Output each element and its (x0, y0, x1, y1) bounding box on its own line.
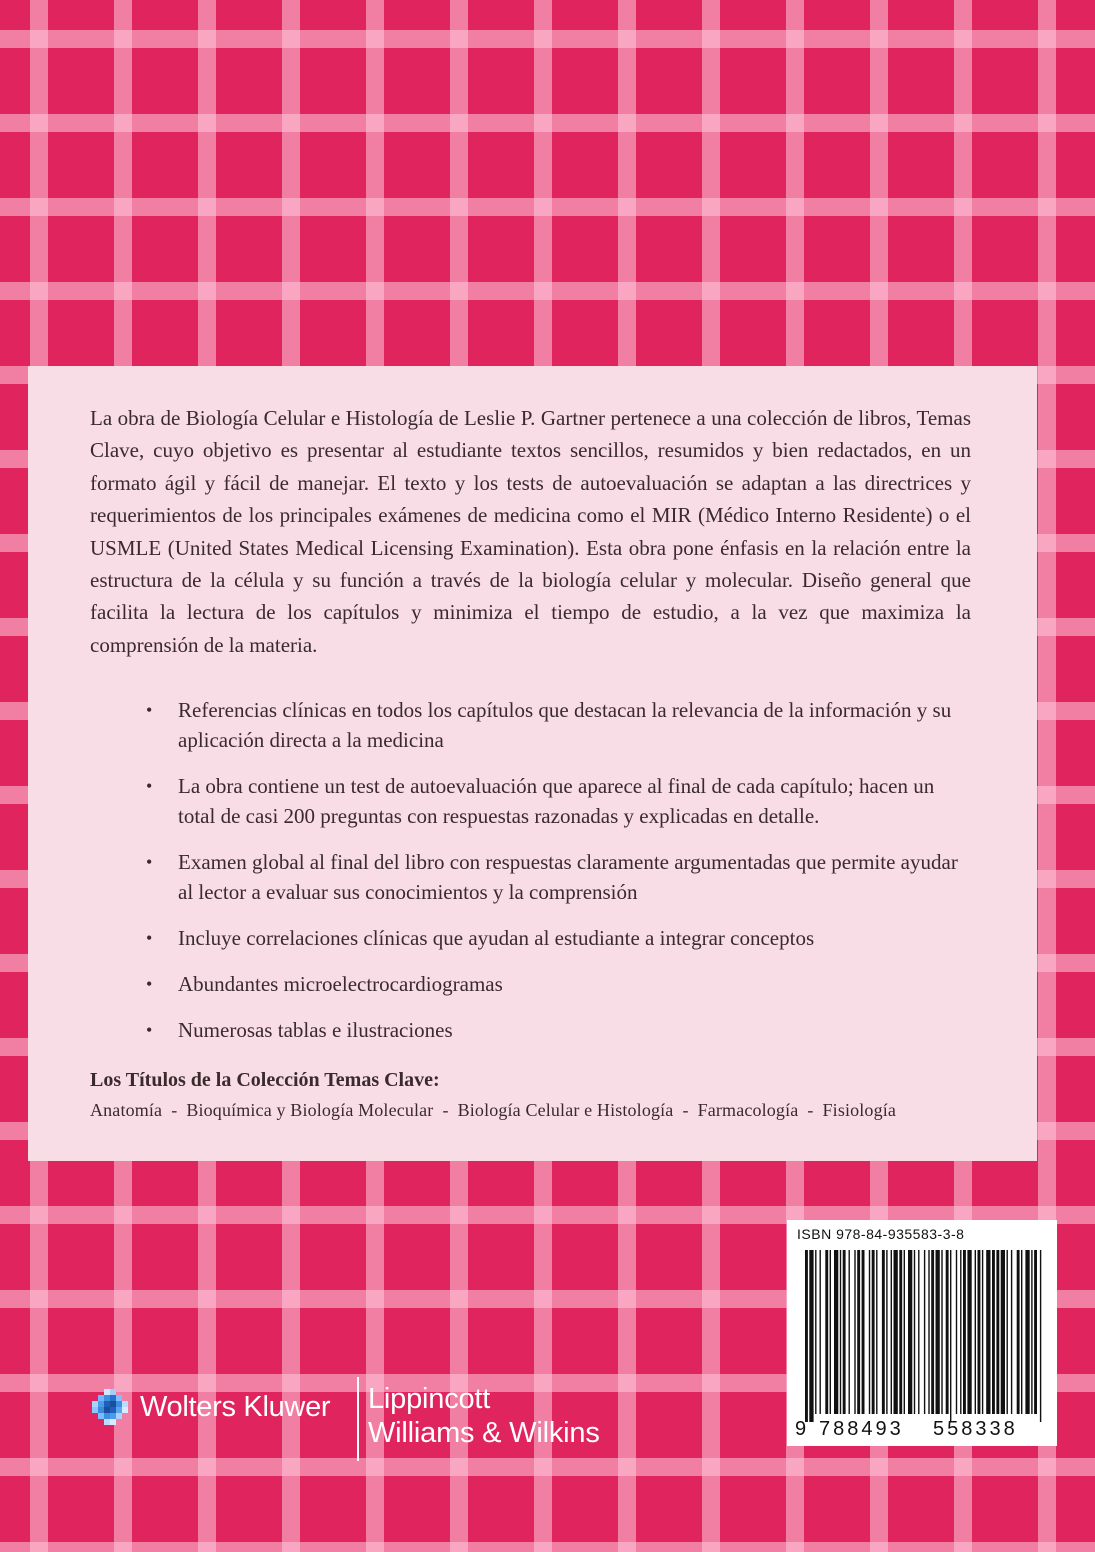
barcode-bar (931, 1250, 934, 1414)
barcode-bar (967, 1250, 971, 1414)
barcode-digit-group: 788493 (819, 1418, 904, 1440)
barcode-bar (1001, 1250, 1005, 1414)
barcode-bar (1017, 1250, 1020, 1414)
intro-paragraph: La obra de Biología Celular e Histología de Leslie P. Gartner pertenece a una colección de libros, Temas Clave, cuyo objetivo es presentar al estudiante textos sencillos, resumidos y bien redactados, en un formato ágil y fácil de manejar. El texto y los tests de autoevaluación se adaptan a las directrices y requerimientos de los principales exámenes de medicina como el MIR (Médico Interno Residente) o el USMLE (United States Medical Licensing Examination). Esta obra pone énfasis en la relación entre la estructura de la célula y su función a través de la biología celular y molecular. Diseño general que facilita la lectura de los capítulos y minimiza el tiempo de estudio, a la vez que maximiza la comprensión de la materia. (90, 406, 971, 657)
barcode-bar (857, 1250, 860, 1414)
bullet-icon: • (146, 974, 153, 995)
barcode-bar (914, 1250, 915, 1414)
title-separator: - (807, 1100, 814, 1121)
title-separator: - (442, 1100, 449, 1121)
barcode-bar (941, 1250, 942, 1414)
isbn-label: ISBN 978-84-935583-3-8 (797, 1226, 965, 1242)
barcode-bar (820, 1250, 821, 1414)
barcode-bar (950, 1250, 951, 1422)
wolters-kluwer-mark-icon (90, 1387, 130, 1427)
feature-item: • Examen global al final del libro con respuestas claramente argumentadas que permite ayudar al lector a evaluar sus conocimientos y la comprensión (178, 847, 971, 907)
bullet-icon: • (146, 1020, 153, 1041)
collection-title: Biología Celular e Histología (457, 1100, 674, 1121)
barcode-bar (978, 1250, 981, 1414)
barcode-bar (1021, 1250, 1022, 1414)
barcode-bar (936, 1250, 940, 1414)
collection-title: Fisiología (822, 1100, 897, 1121)
barcode-bar (1025, 1250, 1029, 1414)
barcode-bar (876, 1250, 877, 1414)
barcode-bar (805, 1250, 808, 1422)
barcode-bar (975, 1250, 976, 1414)
imprint-line-1: Lippincott (368, 1383, 491, 1415)
barcode-bar (862, 1250, 865, 1414)
barcode-bar (992, 1250, 995, 1414)
feature-item: • Numerosas tablas e ilustraciones (178, 1015, 971, 1045)
barcode-bar (891, 1250, 892, 1414)
barcode-digit-group: 9 (795, 1418, 807, 1440)
bullet-icon: • (146, 700, 153, 721)
barcode-bar (899, 1250, 902, 1414)
publisher-name: Wolters Kluwer (140, 1391, 331, 1423)
barcode-bar (894, 1250, 898, 1414)
barcode-bar (834, 1250, 838, 1414)
collection-title: Anatomía (90, 1100, 163, 1121)
barcode-bar (996, 1250, 999, 1414)
barcode-bar (830, 1250, 831, 1414)
barcode-bar (843, 1250, 846, 1414)
title-separator: - (171, 1100, 178, 1121)
barcode-icon (787, 1220, 1057, 1446)
barcode-bar (946, 1250, 949, 1414)
barcode-bar (809, 1250, 813, 1422)
barcode-bar (956, 1250, 957, 1414)
imprint-line-2: Williams & Wilkins (368, 1417, 600, 1449)
barcode-bar (918, 1250, 919, 1414)
barcode-digits (787, 1418, 1057, 1444)
collection-title: Bioquímica y Biología Molecular (186, 1100, 434, 1121)
collection-titles (90, 1097, 971, 1123)
barcode-bar (908, 1250, 912, 1414)
feature-item: • Incluye correlaciones clínicas que ayudan al estudiante a integrar conceptos (178, 923, 971, 953)
barcode-bar (1034, 1250, 1037, 1414)
collection-title: Farmacología (697, 1100, 799, 1121)
barcode-bar (872, 1250, 875, 1414)
title-separator: - (682, 1100, 689, 1121)
barcode-bar (986, 1250, 990, 1414)
barcode-bar (882, 1250, 885, 1414)
barcode-bar (960, 1250, 961, 1414)
feature-item: • Referencias clínicas en todos los capítulos que destacan la relevancia de la información y su aplicación directa a la medicina (178, 695, 971, 755)
barcode-bar (869, 1250, 870, 1414)
barcode-bar (904, 1250, 905, 1414)
barcode-bar (886, 1250, 887, 1414)
barcode-bar (982, 1250, 983, 1414)
feature-item: • La obra contiene un test de autoevaluación que aparece al final de cada capítulo; hacen un total de casi 200 preguntas con respuestas razonadas y explicadas en detalle. (178, 771, 971, 831)
barcode-box (787, 1220, 1057, 1446)
barcode-bar (1007, 1250, 1008, 1414)
barcode-bar (1040, 1250, 1041, 1422)
feature-list (90, 695, 971, 1045)
barcode-bar (1031, 1250, 1032, 1414)
barcode-bar (840, 1250, 841, 1414)
barcode-bar (928, 1250, 929, 1414)
collection-heading: Los Títulos de la Colección Temas Clave: (90, 1069, 440, 1092)
barcode-bar (825, 1250, 828, 1414)
feature-item: • Abundantes microelectrocardiogramas (178, 969, 971, 999)
barcode-bar (963, 1250, 966, 1414)
publisher-logo (90, 1375, 650, 1475)
barcode-bar (854, 1250, 855, 1414)
barcode-digit-group: 558338 (933, 1418, 1018, 1440)
bullet-icon: • (146, 776, 153, 797)
bullet-icon: • (146, 928, 153, 949)
logo-divider (357, 1377, 359, 1461)
barcode-bar (1011, 1250, 1012, 1414)
barcode-bar (924, 1250, 925, 1414)
barcode-bar (815, 1250, 816, 1414)
description-panel (28, 366, 1037, 1161)
barcode-bar (849, 1250, 850, 1414)
bullet-icon: • (146, 852, 153, 873)
